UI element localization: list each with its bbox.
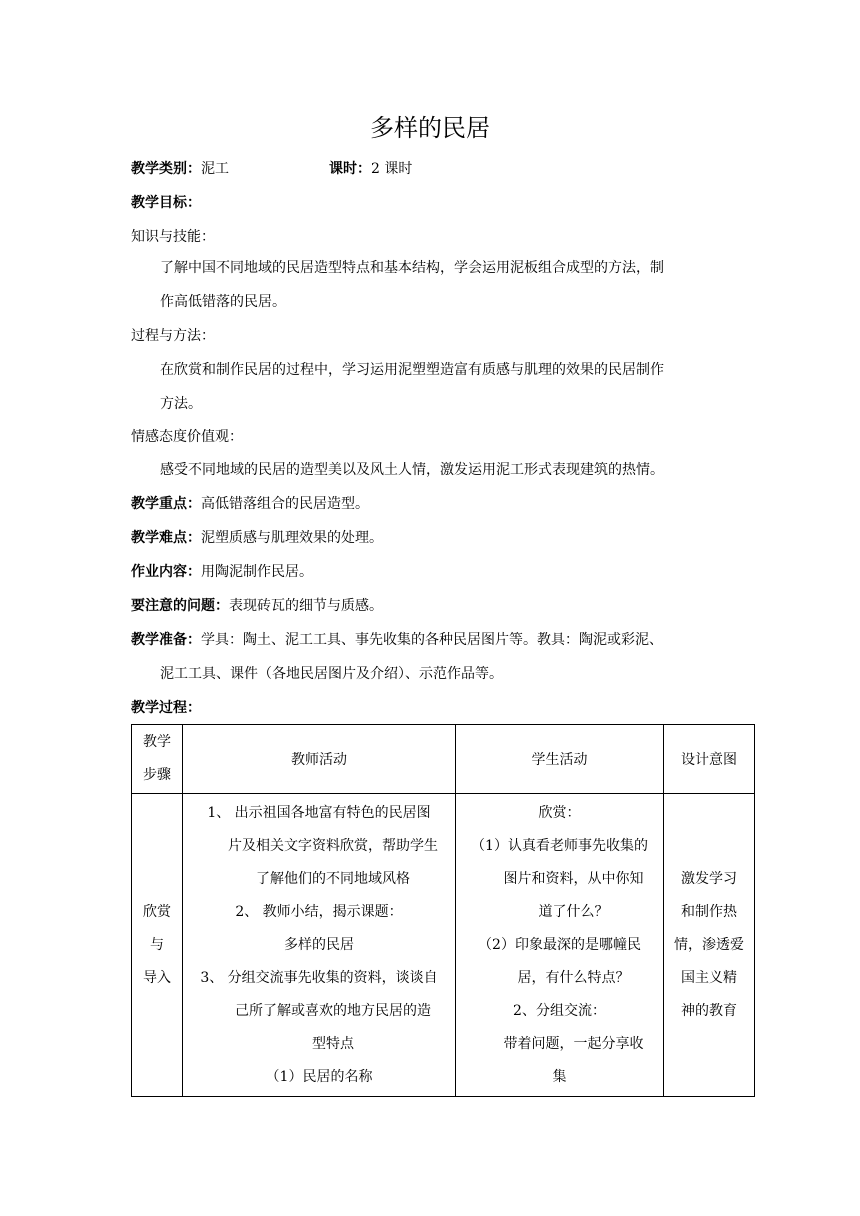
- teacher-line: （1）民居的名称: [265, 1068, 373, 1085]
- teacher-line: 片及相关文字资料欣赏，帮助学生: [228, 837, 438, 854]
- student-line: 居，有什么特点？: [517, 969, 630, 986]
- preparation-line-1: [131, 630, 663, 650]
- intent-line: 情，渗透爱: [674, 936, 744, 953]
- intent-line: 国主义精: [681, 969, 737, 986]
- difficulty-label: 教学难点：: [131, 530, 201, 546]
- preparation-line-2: 泥工工具、课件（各地民居图片及介绍）、示范作品等。: [160, 666, 503, 682]
- teacher-line: 3、 分组交流事先收集的资料，谈谈自: [200, 969, 438, 986]
- step-line: 欣赏: [143, 903, 171, 920]
- table-row: [132, 794, 755, 1097]
- intent-line: 和制作热: [681, 903, 737, 920]
- focus-label: 教学重点：: [131, 496, 201, 512]
- process-method-label: 过程与方法：: [131, 328, 215, 344]
- teacher-line: 1、 出示祖国各地富有特色的民居图: [207, 804, 431, 821]
- homework-line: [131, 562, 313, 582]
- student-line: （1）认真看老师事先收集的: [471, 837, 648, 854]
- header-step: [132, 725, 183, 794]
- student-line: （2）印象最深的是哪幢民: [478, 936, 641, 953]
- page-title: 多样的民居: [370, 114, 490, 142]
- header-step-line-1: 教学: [143, 734, 171, 750]
- focus-line: [131, 494, 369, 514]
- table-header-row: [132, 725, 755, 794]
- difficulty-value: 泥塑质感与肌理效果的处理。: [201, 530, 383, 546]
- student-line: 2、分组交流：: [513, 1002, 606, 1019]
- teacher-line: 多样的民居: [284, 936, 354, 953]
- category-value: 泥工: [201, 161, 229, 177]
- intent-line: 激发学习: [681, 870, 737, 887]
- student-line: 欣赏：: [538, 804, 581, 821]
- header-student: 学生活动: [456, 725, 664, 794]
- header-teacher: 教师活动: [183, 725, 456, 794]
- student-line: 带着问题，一起分享收: [503, 1035, 644, 1052]
- hours-value: 2 课时: [371, 161, 413, 177]
- attention-value: 表现砖瓦的细节与质感。: [229, 598, 383, 614]
- process-method-line-1: 在欣赏和制作民居的过程中，学习运用泥塑塑造富有质感与肌理的效果的民居制作: [160, 362, 664, 378]
- hours-label: 课时：: [329, 161, 371, 177]
- intent-line: 神的教育: [681, 1002, 737, 1019]
- teacher-line: 了解他们的不同地域风格: [256, 870, 410, 887]
- student-cell: [456, 794, 664, 1097]
- step-line: 导入: [143, 969, 171, 986]
- focus-value: 高低错落组合的民居造型。: [201, 496, 369, 512]
- teacher-cell: [183, 794, 456, 1097]
- student-line: 道了什么？: [538, 903, 609, 920]
- teacher-line: 2、 教师小结，揭示课题：: [235, 903, 403, 920]
- emotion-label: 情感态度价值观：: [131, 429, 243, 445]
- process-label: 教学过程：: [131, 700, 201, 716]
- homework-value: 用陶泥制作民居。: [201, 564, 313, 580]
- student-line: 集: [552, 1068, 567, 1085]
- process-table: [131, 724, 755, 1097]
- meta-line: [131, 159, 412, 179]
- category-label: 教学类别：: [131, 161, 201, 177]
- knowledge-line-2: 作高低错落的民居。: [160, 294, 286, 310]
- attention-label: 要注意的问题：: [131, 598, 229, 614]
- objectives-label: 教学目标：: [131, 195, 201, 211]
- step-line: 与: [150, 936, 164, 953]
- emotion-line-1: 感受不同地域的民居的造型美以及风土人情，激发运用泥工形式表现建筑的热情。: [160, 462, 664, 478]
- step-cell: [132, 794, 183, 1097]
- preparation-label: 教学准备：: [131, 632, 201, 648]
- knowledge-label: 知识与技能：: [131, 229, 215, 245]
- student-line: 图片和资料，从中你知: [503, 870, 644, 887]
- process-method-line-2: 方法。: [160, 396, 202, 412]
- knowledge-line-1: 了解中国不同地域的民居造型特点和基本结构，学会运用泥板组合成型的方法，制: [160, 260, 664, 276]
- preparation-value-1: 学具：陶土、泥工工具、事先收集的各种民居图片等。教具：陶泥或彩泥、: [201, 632, 663, 648]
- teacher-line: 己所了解或喜欢的地方民居的造: [235, 1002, 431, 1019]
- homework-label: 作业内容：: [131, 564, 201, 580]
- header-intent: 设计意图: [664, 725, 755, 794]
- teacher-line: 型特点: [312, 1035, 354, 1052]
- intent-cell: [664, 794, 755, 1097]
- difficulty-line: [131, 528, 383, 548]
- header-step-line-2: 步骤: [143, 767, 171, 783]
- attention-line: [131, 596, 383, 616]
